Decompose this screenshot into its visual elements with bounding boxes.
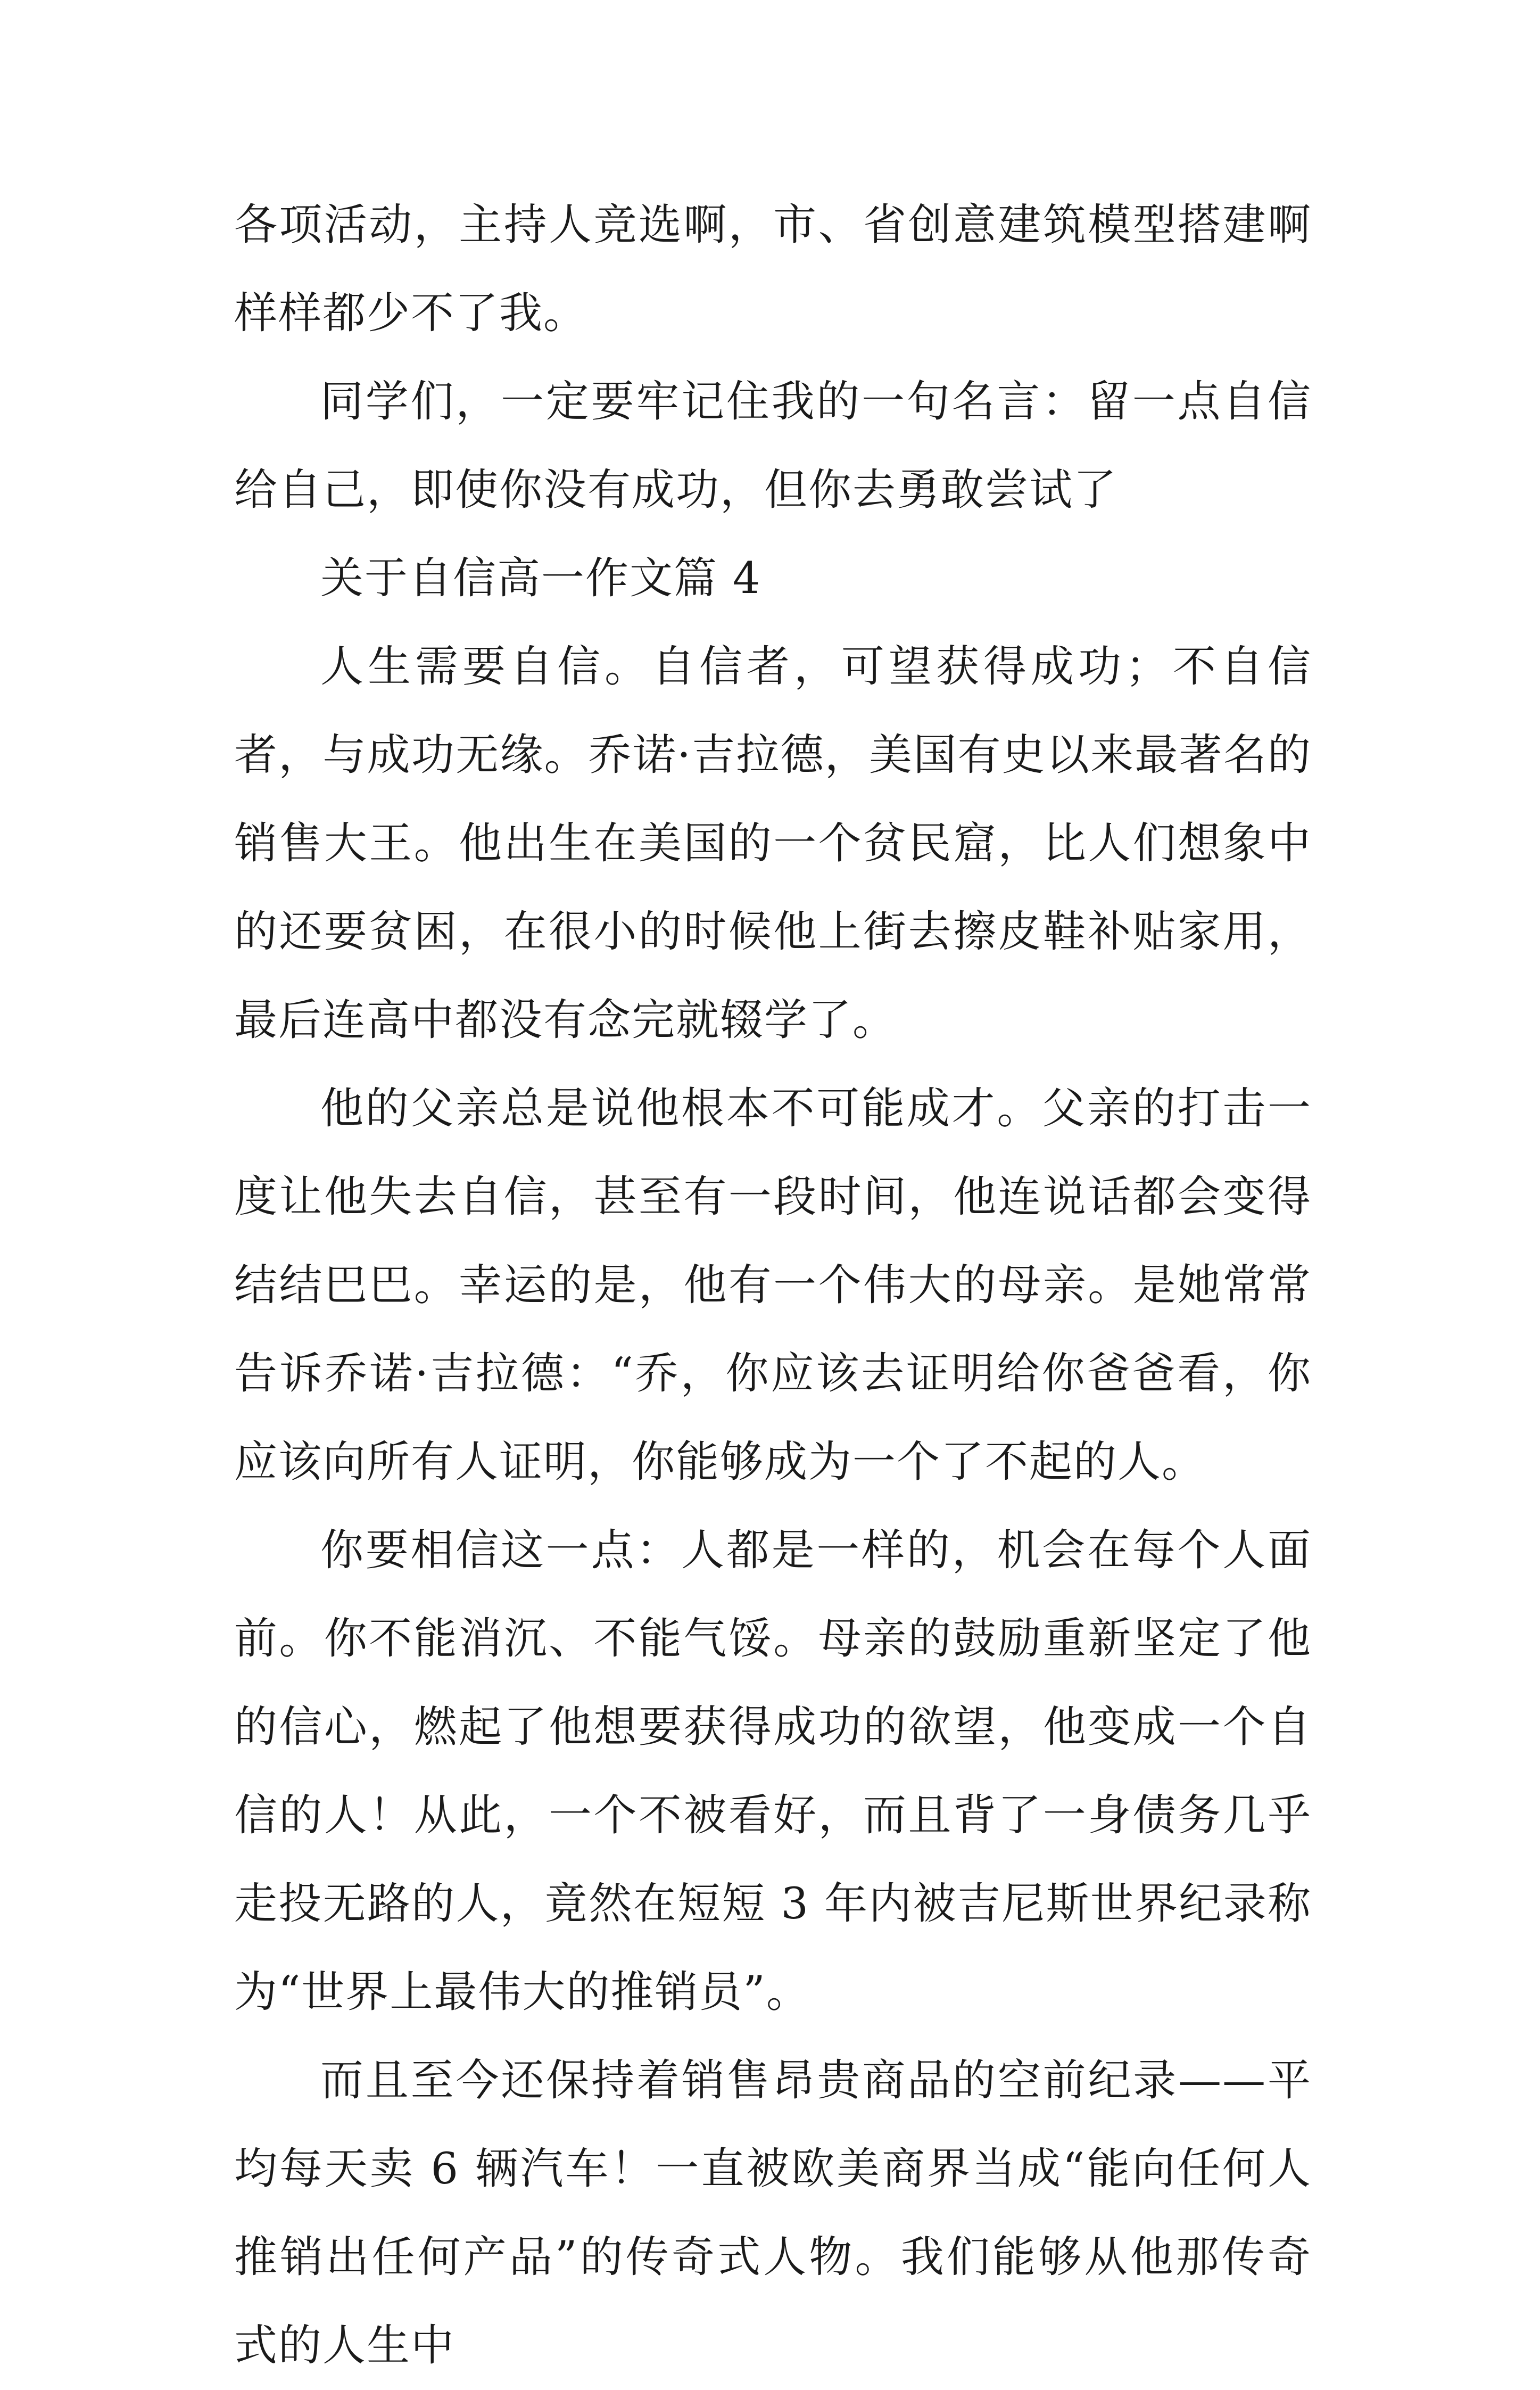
paragraph: 他的父亲总是说他根本不可能成才。父亲的打击一度让他失去自信，甚至有一段时间，他连说话都会变得结结巴巴。幸运的是，他有一个伟大的母亲。是她常常告诉乔诺·吉拉德：“乔，你应该去证明给你爸爸看，你应该向所有人证明，你能够成为一个了不起的人。 <box>234 1084 1312 1487</box>
paragraph: 人生需要自信。自信者，可望获得成功；不自信者，与成功无缘。乔诺·吉拉德，美国有史以来最著名的销售大王。他出生在美国的一个贫民窟，比人们想象中的还要贫困，在很小的时候他上街去擦皮鞋补贴家用，最后连高中都没有念完就辍学了。 <box>234 642 1312 1045</box>
paragraph: 同学们，一定要牢记住我的一句名言：留一点自信给自己，即使你没有成功，但你去勇敢尝试了 <box>234 377 1312 515</box>
section-heading: 关于自信高一作文篇 4 <box>320 554 761 604</box>
paragraph: 而且至今还保持着销售昂贵商品的空前纪录——平均每天卖 6 辆汽车！一直被欧美商界当成“能向任何人推销出任何产品”的传奇式人物。我们能够从他那传奇式的人生中 <box>234 2056 1312 2371</box>
essay-body <box>234 181 1312 2390</box>
paragraph: 你要相信这一点：人都是一样的，机会在每个人面前。你不能消沉、不能气馁。母亲的鼓励重新坚定了他的信心，燃起了他想要获得成功的欲望，他变成一个自信的人！从此，一个不被看好，而且背了一身债务几乎走投无路的人，竟然在短短 3 年内被吉尼斯世界纪录称为“世界上最伟大的推销员”。 <box>234 1526 1312 2017</box>
paragraph-continuation: 各项活动，主持人竞选啊，市、省创意建筑模型搭建啊样样都少不了我。 <box>234 200 1312 339</box>
